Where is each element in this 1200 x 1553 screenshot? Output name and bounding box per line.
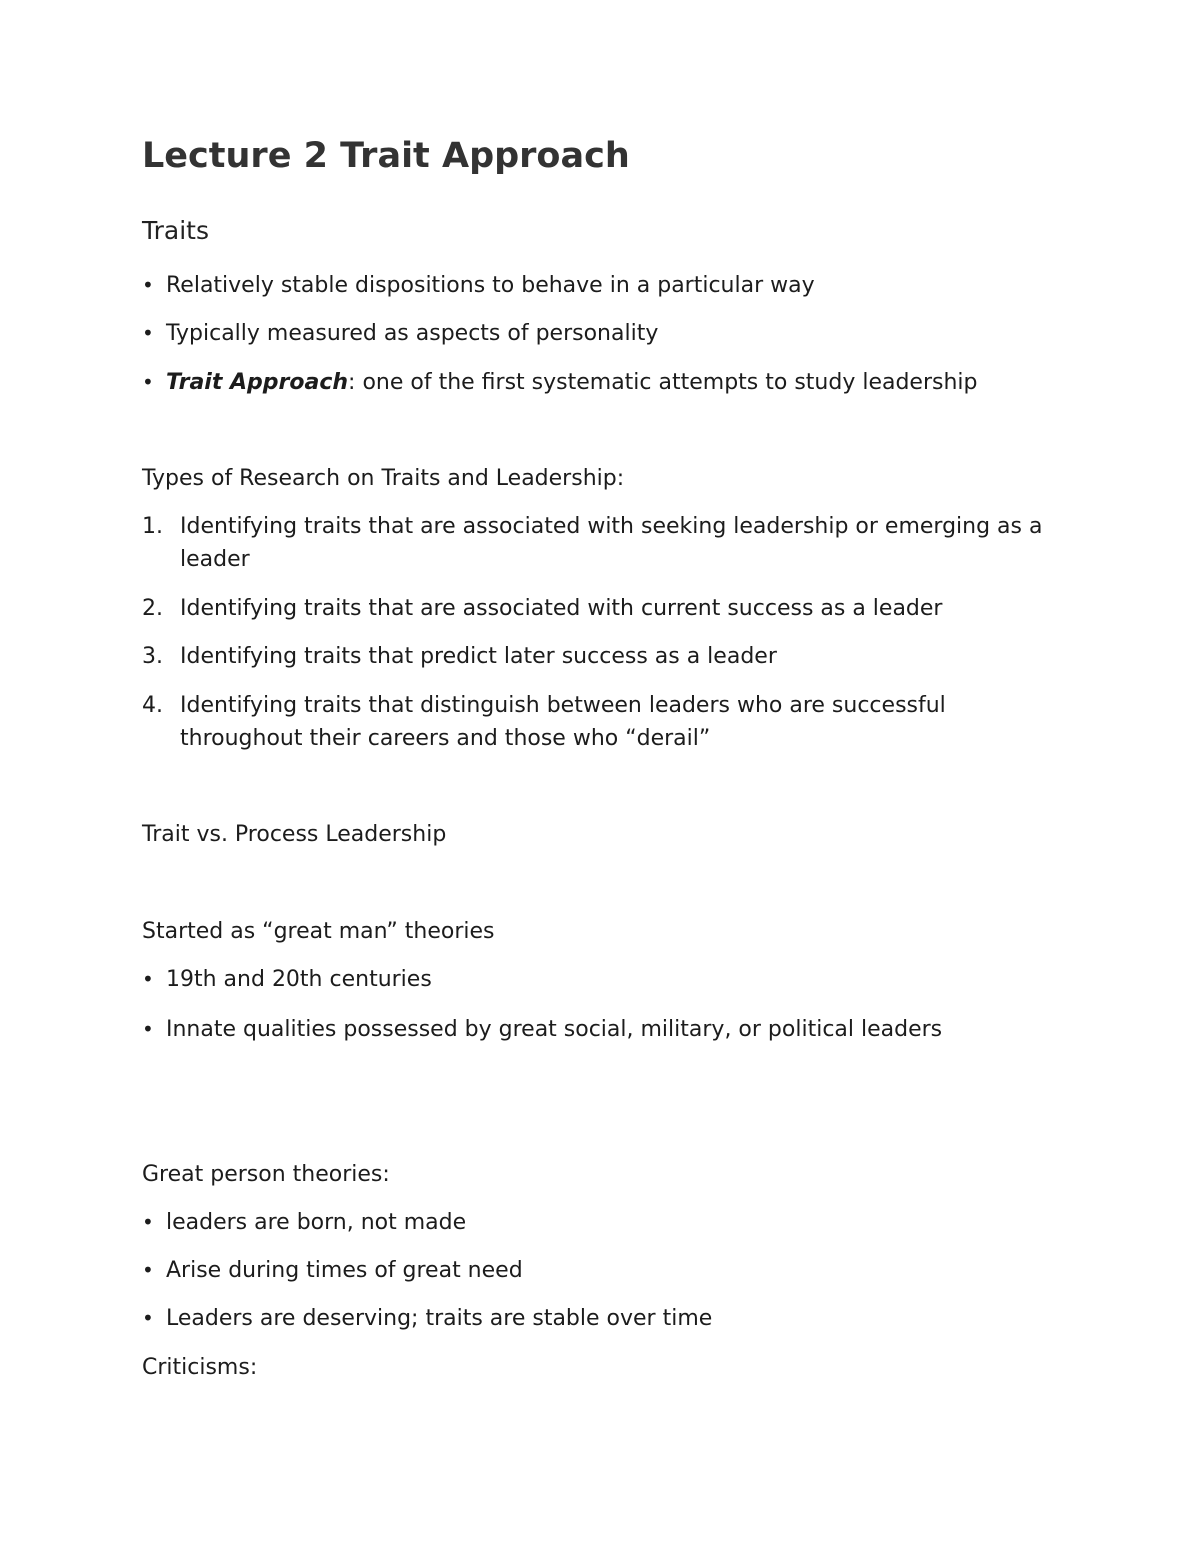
list-item <box>142 1254 523 1287</box>
numbered-item <box>142 592 1062 625</box>
bullet-icon: • <box>142 1306 154 1330</box>
list-item <box>142 317 658 350</box>
page-title: Lecture 2 Trait Approach <box>142 136 630 176</box>
list-item-text: Arise during times of great need <box>166 1258 523 1283</box>
list-item <box>142 366 978 399</box>
criticisms-heading: Criticisms: <box>142 1355 258 1380</box>
list-item-text: Leaders are deserving; traits are stable over time <box>166 1306 713 1331</box>
list-item <box>142 1206 466 1239</box>
item-number: 1. <box>142 514 163 539</box>
item-number: 4. <box>142 693 163 718</box>
list-item <box>142 269 815 302</box>
item-text: Identifying traits that are associated with seeking leadership or emerging as a leader <box>180 514 1043 572</box>
bullet-icon: • <box>142 967 154 991</box>
list-item <box>142 1302 712 1335</box>
list-item <box>142 963 432 996</box>
list-item-text: Innate qualities possessed by great social, military, or political leaders <box>166 1017 943 1042</box>
bullet-icon: • <box>142 1017 154 1041</box>
list-item-text: Typically measured as aspects of personality <box>166 321 659 346</box>
numbered-item <box>142 689 1022 755</box>
great-person-heading: Great person theories: <box>142 1162 390 1187</box>
trait-approach-definition: : one of the first systematic attempts to study leadership <box>348 370 978 395</box>
list-item-text: Relatively stable dispositions to behave in a particular way <box>166 273 815 298</box>
trait-approach-term: Trait Approach <box>166 370 349 395</box>
item-text: Identifying traits that are associated with current success as a leader <box>180 596 943 621</box>
bullet-icon: • <box>142 370 154 394</box>
bullet-icon: • <box>142 1210 154 1234</box>
numbered-item <box>142 510 1062 576</box>
numbered-item <box>142 640 1062 673</box>
bullet-icon: • <box>142 273 154 297</box>
list-item <box>142 1013 942 1046</box>
list-item-text: leaders are born, not made <box>166 1210 467 1235</box>
traits-heading: Traits <box>142 216 209 245</box>
item-text: Identifying traits that distinguish between leaders who are successful throughout their careers and those who “derail” <box>180 693 946 751</box>
item-text: Identifying traits that predict later success as a leader <box>180 644 777 669</box>
bullet-icon: • <box>142 321 154 345</box>
list-item-text: 19th and 20th centuries <box>166 967 432 992</box>
item-number: 2. <box>142 596 163 621</box>
research-heading: Types of Research on Traits and Leadership: <box>142 466 625 491</box>
bullet-icon: • <box>142 1258 154 1282</box>
item-number: 3. <box>142 644 163 669</box>
great-man-heading: Started as “great man” theories <box>142 919 495 944</box>
trait-vs-process-heading: Trait vs. Process Leadership <box>142 822 447 847</box>
